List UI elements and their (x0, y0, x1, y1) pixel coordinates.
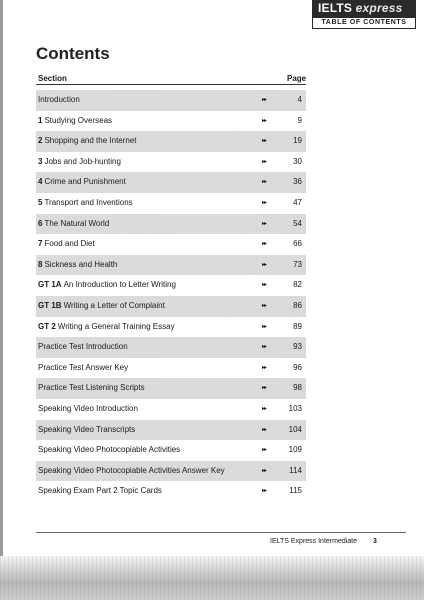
toc-entry-title: Crime and Punishment (44, 177, 126, 187)
toc-entry-page: 115 (289, 486, 302, 496)
toc-entry-title: Practice Test Listening Scripts (38, 383, 145, 393)
arrow-icon: ▸▸ (262, 364, 267, 371)
toc-entry-title: Practice Test Introduction (38, 342, 128, 352)
arrow-icon: ▸▸ (262, 117, 267, 124)
toc-entry-title: Studying Overseas (44, 115, 113, 125)
toc-entry (36, 337, 306, 358)
toc-entry-number: 2 (38, 136, 43, 146)
brand-title-accent: express (355, 1, 403, 15)
arrow-icon: ▸▸ (262, 302, 267, 309)
toc-entry-title: An Introduction to Letter Writing (63, 280, 176, 290)
arrow-icon: ▸▸ (262, 241, 267, 248)
toc-entry (36, 255, 306, 276)
toc-entry (36, 152, 306, 173)
toc-entry-title: Speaking Exam Part 2 Topic Cards (38, 486, 162, 496)
arrow-icon: ▸▸ (262, 138, 267, 145)
toc-entry-number: 4 (38, 177, 43, 187)
toc-entry (36, 172, 306, 193)
toc-entry-page: 19 (293, 136, 302, 146)
toc-entry-title: Speaking Video Photocopiable Activities Answer Key (38, 465, 225, 475)
arrow-icon: ▸▸ (262, 488, 267, 495)
toc-entry-page: 4 (297, 95, 302, 104)
toc-entry-page: 96 (293, 362, 302, 372)
toc-entry-number: 6 (38, 218, 43, 228)
toc-entry (36, 90, 306, 111)
footer (270, 538, 377, 545)
toc-entry-title: Jobs and Job-hunting (44, 156, 121, 166)
arrow-icon: ▸▸ (262, 179, 267, 186)
brand-subtitle: TABLE OF CONTENTS (312, 17, 416, 29)
toc-entry-title: Food and Diet (44, 239, 95, 249)
toc-entry (36, 296, 306, 317)
toc-entry-title: Introduction (38, 95, 80, 104)
toc-entry (36, 461, 306, 482)
toc-entry-page: 103 (288, 403, 302, 413)
toc-entry-page: 82 (293, 280, 302, 290)
arrow-icon: ▸▸ (262, 323, 267, 330)
toc-entry-page: 86 (293, 300, 302, 310)
toc-entry (36, 358, 306, 379)
toc-entry (36, 420, 306, 441)
toc-entry (36, 193, 306, 214)
toc-entry-title: Speaking Video Introduction (38, 403, 138, 413)
toc-entry-page: 9 (297, 115, 302, 125)
footer-divider (36, 532, 406, 533)
page-title: Contents (36, 44, 110, 63)
toc-entry-page: 104 (288, 424, 302, 434)
toc-entry-number: 3 (38, 156, 43, 166)
toc-entry-title: Shopping and the Internet (44, 136, 137, 146)
toc-entry-title: Speaking Video Transcripts (38, 424, 136, 434)
toc-entry-page: 114 (289, 465, 302, 475)
arrow-icon: ▸▸ (262, 467, 267, 474)
footer-page-number: 3 (372, 538, 377, 545)
toc-entry (36, 399, 306, 420)
toc-entry-page: 89 (293, 321, 302, 331)
toc-entry-title: Practice Test Answer Key (38, 362, 129, 372)
toc-entry-page: 98 (293, 383, 302, 393)
toc-entry (36, 214, 306, 235)
toc-entry (36, 131, 306, 152)
toc-entry-page: 36 (293, 177, 302, 187)
toc-entry-number: 1 (38, 115, 43, 125)
footer-book-title: IELTS Express Intermediate (270, 538, 358, 545)
toc-entry (36, 481, 306, 502)
arrow-icon: ▸▸ (262, 385, 267, 392)
scan-edge (0, 0, 3, 600)
toc-entry (36, 234, 306, 255)
arrow-icon: ▸▸ (262, 97, 267, 103)
arrow-icon: ▸▸ (262, 344, 267, 351)
page-column-header: Page (287, 74, 307, 83)
toc-entry-title: Sickness and Health (44, 259, 118, 269)
toc-entry (36, 378, 306, 399)
toc-entry-page: 109 (288, 445, 302, 455)
toc-entry-page: 73 (293, 259, 302, 269)
toc-entry-page: 66 (293, 239, 302, 249)
toc-entry (36, 275, 306, 296)
toc-entry-page: 93 (293, 342, 302, 352)
toc-entry-number: GT 1B (38, 300, 62, 310)
toc-entry (36, 317, 306, 338)
toc-entry-title: Speaking Video Photocopiable Activities (38, 445, 181, 455)
brand-title-main: IELTS (318, 1, 353, 15)
toc-list (36, 90, 306, 502)
arrow-icon: ▸▸ (262, 447, 267, 454)
toc-entry-number: 8 (38, 259, 43, 269)
brand-title (312, 0, 416, 17)
toc-entry-number: GT 1A (38, 280, 62, 290)
arrow-icon: ▸▸ (262, 158, 267, 165)
arrow-icon: ▸▸ (262, 199, 267, 206)
arrow-icon: ▸▸ (262, 282, 267, 289)
toc-entry-number: 5 (38, 197, 43, 207)
header-divider (36, 84, 306, 85)
toc-entry (36, 111, 306, 132)
toc-entry (36, 440, 306, 461)
toc-entry-title: Writing a Letter of Complaint (63, 300, 165, 310)
toc-entry-page: 47 (293, 197, 302, 207)
toc-entry-page: 30 (293, 156, 302, 166)
toc-entry-title: Transport and Inventions (44, 197, 133, 207)
arrow-icon: ▸▸ (262, 261, 267, 268)
toc-entry-number: 7 (38, 239, 43, 249)
section-column-header: Section (38, 74, 67, 83)
toc-entry-title: Writing a General Training Essay (57, 321, 175, 331)
toc-entry-page: 54 (293, 218, 302, 228)
toc-entry-number: GT 2 (38, 321, 56, 331)
arrow-icon: ▸▸ (262, 405, 267, 412)
scan-artifact (0, 556, 424, 600)
arrow-icon: ▸▸ (262, 426, 267, 433)
brand-header (312, 0, 416, 30)
arrow-icon: ▸▸ (262, 220, 267, 227)
toc-entry-title: The Natural World (44, 218, 110, 228)
